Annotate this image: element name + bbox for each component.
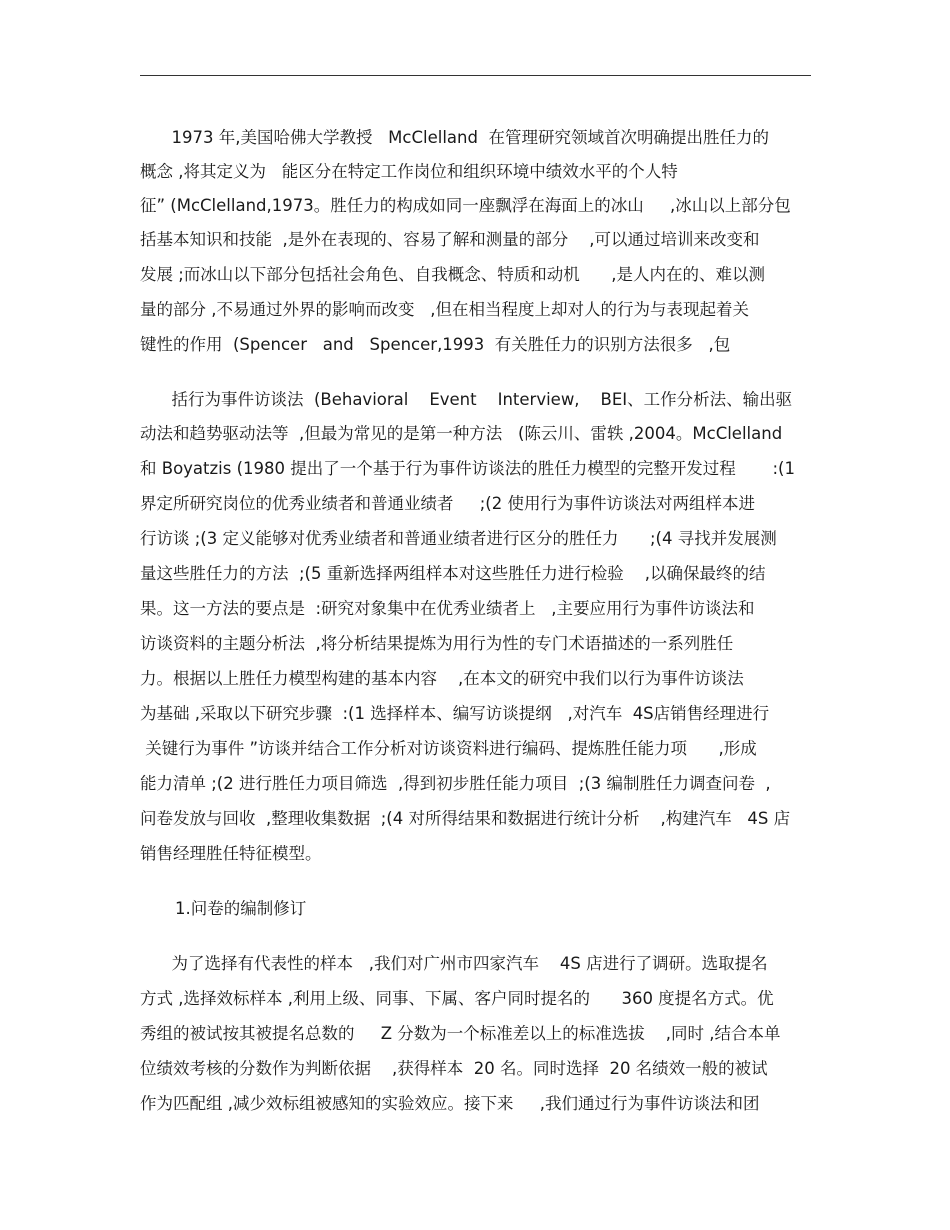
paragraph2-line: 和 Boyatzis (1980 提出了一个基于行为事件访谈法的胜任力模型的完整开发过程 :(1 <box>140 459 795 478</box>
paragraph2-line: 力。根据以上胜任力模型构建的基本内容 ,在本文的研究中我们以行为事件访谈法 <box>140 669 744 688</box>
paragraph2-line: 行访谈 ;(3 定义能够对优秀业绩者和普通业绩者进行区分的胜任力 ;(4 寻找并发展测 <box>140 529 777 548</box>
paragraph1-line: 概念 ,将其定义为 能区分在特定工作岗位和组织环境中绩效水平的个人特 <box>140 162 678 181</box>
paragraph2-line: 括行为事件访谈法 (Behavioral Event Interview, BEI、工作分析法、输出驱 <box>140 390 793 409</box>
paragraph2-line: 量这些胜任力的方法 ;(5 重新选择两组样本对这些胜任力进行检验 ,以确保最终的结 <box>140 564 766 583</box>
paragraph1-line: 发展 ;而冰山以下部分包括社会角色、自我概念、特质和动机 ,是人内在的、难以测 <box>140 265 766 284</box>
paragraph2-line: 为基础 ,采取以下研究步骤 :(1 选择样本、编写访谈提纲 ,对汽车 4S店销售经理进行 <box>140 704 770 723</box>
paragraph1-line: 括基本知识和技能 ,是外在表现的、容易了解和测量的部分 ,可以通过培训来改变和 <box>140 230 760 249</box>
paragraph2-line: 访谈资料的主题分析法 ,将分析结果提炼为用行为性的专门术语描述的一系列胜任 <box>140 634 734 653</box>
paragraph2-line: 动法和趋势驱动法等 ,但最为常见的是第一种方法 (陈云川、雷轶 ,2004。McClelland <box>140 424 783 443</box>
paragraph1-line: 量的部分 ,不易通过外界的影响而改变 ,但在相当程度上却对人的行为与表现起着关 <box>140 300 749 319</box>
paragraph3-line: 秀组的被试按其被提名总数的 Z 分数为一个标准差以上的标准选拔 ,同时 ,结合本单 <box>140 1024 781 1043</box>
paragraph2-line: 能力清单 ;(2 进行胜任力项目筛选 ,得到初步胜任能力项目 ;(3 编制胜任力调查问卷 , <box>140 774 771 793</box>
paragraph2-line: 销售经理胜任特征模型。 <box>140 844 322 863</box>
section-heading: 1.问卷的编制修订 <box>175 899 307 918</box>
paragraph2-line: 问卷发放与回收 ,整理收集数据 ;(4 对所得结果和数据进行统计分析 ,构建汽车 4S 店 <box>140 809 791 828</box>
paragraph3-line: 位绩效考核的分数作为判断依据 ,获得样本 20 名。同时选择 20 名绩效一般的被试 <box>140 1059 768 1078</box>
paragraph3-line: 作为匹配组 ,减少效标组被感知的实验效应。接下来 ,我们通过行为事件访谈法和团 <box>140 1094 760 1113</box>
paragraph2-line: 界定所研究岗位的优秀业绩者和普通业绩者 ;(2 使用行为事件访谈法对两组样本进 <box>140 494 755 513</box>
paragraph1-line: 1973 年,美国哈佛大学教授 McClelland 在管理研究领域首次明确提出胜任力的 <box>140 128 769 147</box>
paragraph1-line: 征” (McClelland,1973。胜任力的构成如同一座飘浮在海面上的冰山 ,冰山以上部分包 <box>140 196 791 215</box>
paragraph1-line: 键性的作用 (Spencer and Spencer,1993 有关胜任力的识别方法很多 ,包 <box>140 335 731 354</box>
paragraph3-line: 为了选择有代表性的样本 ,我们对广州市四家汽车 4S 店进行了调研。选取提名 <box>140 954 768 973</box>
header-rule <box>140 75 811 76</box>
paragraph2-line: 果。这一方法的要点是 :研究对象集中在优秀业绩者上 ,主要应用行为事件访谈法和 <box>140 599 755 618</box>
paragraph2-line: 关键行为事件 ”访谈并结合工作分析对访谈资料进行编码、提炼胜任能力项 ,形成 <box>140 739 757 758</box>
paragraph3-line: 方式 ,选择效标样本 ,利用上级、同事、下属、客户同时提名的 360 度提名方式。优 <box>140 989 774 1008</box>
